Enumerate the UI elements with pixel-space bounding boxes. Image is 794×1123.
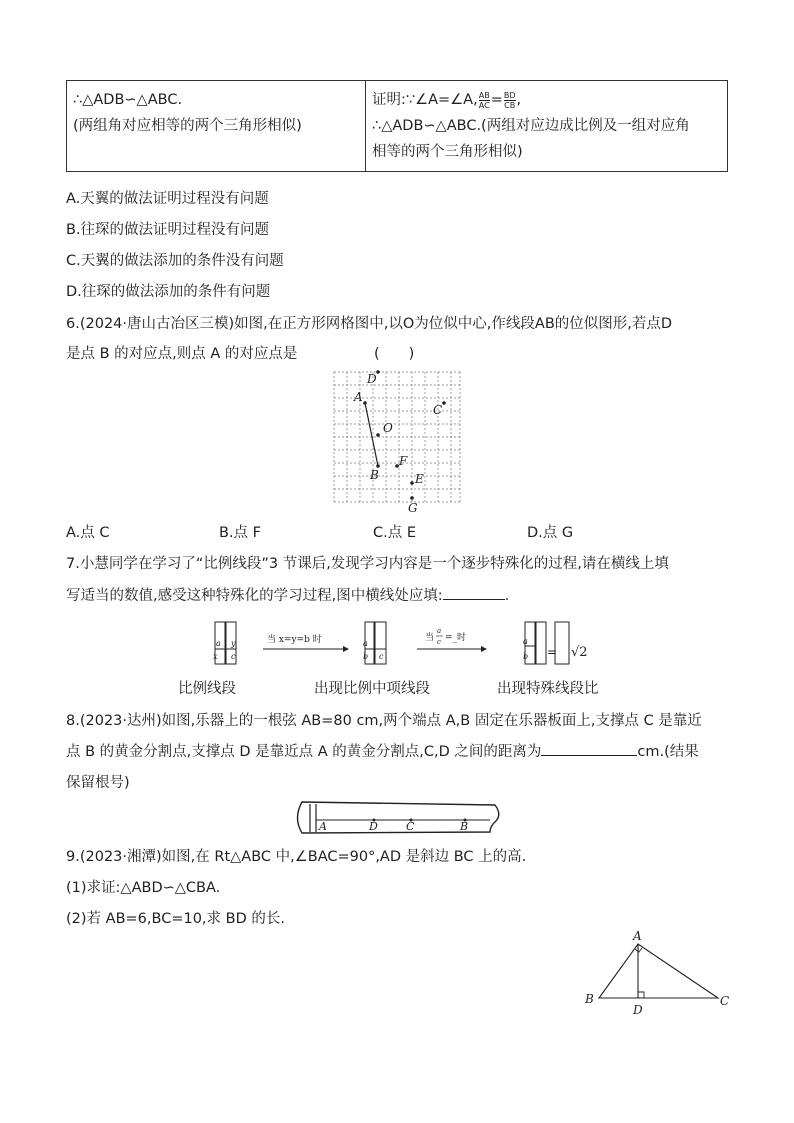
label-b: B — [460, 820, 469, 833]
fig3-rect-large — [555, 622, 569, 664]
q6-option-a: A.点 C — [66, 525, 110, 541]
instrument-body — [298, 802, 499, 833]
q6-option-d: D.点 G — [527, 525, 574, 541]
point-e — [410, 481, 414, 485]
q7-answer-blank[interactable] — [443, 585, 505, 600]
fraction-bd-cb: $\frac{BD}{CB}$ — [503, 90, 516, 110]
left-conclusion: ∴△ADB∽△ABC. — [73, 92, 183, 108]
point-g — [410, 496, 414, 500]
q9-stem: 9.(2023·湘潭)如图,在 Rt△ABC 中,∠BAC=90°,AD 是斜边 BC 上的高. — [66, 849, 527, 865]
label-c: C — [720, 994, 730, 1008]
label-c: C — [406, 820, 415, 833]
fig2-label-a: a — [363, 639, 368, 648]
q6-option-c: C.点 E — [373, 525, 417, 541]
q9-triangle-figure — [578, 928, 738, 1018]
fig3-label-b: b — [523, 652, 529, 661]
right-reason: 相等的两个三角形相似) — [372, 144, 523, 160]
fraction-ab-ac: $\frac{AB}{AC}$ — [478, 90, 490, 110]
q9-part1: (1)求证:△ABD∽△CBA. — [66, 880, 221, 896]
q6-answer-bracket: ( ) — [374, 346, 415, 362]
fig3-label-a: a — [523, 637, 528, 646]
label-d: D — [369, 820, 378, 833]
table-right-cell — [366, 81, 728, 172]
label-g: G — [408, 501, 418, 515]
label-b: B — [585, 992, 594, 1006]
label-d: D — [633, 1003, 643, 1017]
q8-instrument-figure — [290, 798, 505, 838]
q5-option-c: C.天翼的做法添加的条件没有问题 — [66, 253, 284, 269]
arrow2-prefix: 当 — [425, 633, 435, 643]
label-o: O — [383, 421, 393, 435]
fig1-label-a: a — [216, 639, 221, 648]
fig3-equals: = — [547, 645, 558, 659]
arrow1-label: 当 x=y=b 时 — [267, 635, 322, 645]
label-e: E — [415, 472, 424, 486]
q9-part2: (2)若 AB=6,BC=10,求 BD 的长. — [66, 911, 285, 927]
fig2-label-b: b — [363, 652, 369, 661]
q7-figure — [205, 618, 595, 670]
label-a: A — [319, 820, 327, 833]
q7-stem-line2: 写适当的数值,感受这种特殊化的学习过程,图中横线处应填: . — [66, 585, 509, 607]
table-left-cell — [67, 81, 366, 172]
left-reason: (两组角对应相等的两个三角形相似) — [73, 118, 302, 134]
q7-caption-2: 出现比例中项线段 — [314, 681, 430, 697]
q8-stem-line1: 8.(2023·达州)如图,乐器上的一根弦 AB=80 cm,两个端点 A,B 固定在乐器板面上,支撑点 C 是靠近 — [66, 713, 702, 729]
q8-stem-line2: 点 B 的黄金分割点,支撑点 D 是靠近点 A 的黄金分割点,C,D 之间的距离为 cm.(结果 — [66, 741, 699, 763]
label-d: D — [367, 372, 377, 386]
right-conclusion: ∴△ADB∽△ABC.(两组对应边成比例及一组对应角 — [372, 118, 690, 134]
label-f: F — [399, 454, 408, 468]
comparison-table — [66, 80, 728, 172]
arrow2-den: c — [437, 638, 441, 646]
label-c: C — [433, 403, 443, 417]
q6-stem-line1: 6.(2024·唐山古冶区三模)如图,在正方形网格图中,以O为位似中心,作线段AB的位似图形,若点D — [66, 316, 673, 332]
label-a: A — [354, 390, 363, 404]
point-c — [442, 401, 446, 405]
fig3-rect-middle — [536, 622, 546, 664]
q8-answer-blank[interactable] — [541, 741, 637, 756]
arrow2-suffix: =_时 — [445, 633, 467, 643]
fig1-label-x: x — [213, 652, 218, 661]
q5-option-d: D.往琛的做法添加的条件有问题 — [66, 284, 271, 300]
segment-ab — [365, 403, 378, 466]
fig1-label-c: c — [231, 652, 236, 661]
fig1-label-y: y — [231, 639, 236, 648]
fig3-sqrt2: √2 — [571, 645, 588, 660]
point-a — [363, 401, 367, 405]
q5-option-a: A.天翼的做法证明过程没有问题 — [66, 191, 269, 207]
q6-stem-line2: 是点 B 的对应点,则点 A 的对应点是 — [66, 346, 298, 362]
fig2-label-c: c — [379, 652, 384, 661]
label-a: A — [633, 929, 642, 943]
q7-caption-3: 出现特殊线段比 — [497, 681, 599, 697]
q6-grid-figure — [326, 366, 468, 516]
arrow2-head — [481, 646, 487, 652]
arrow1-head — [343, 646, 349, 652]
q7-stem-line1: 7.小慧同学在学习了“比例线段”3 节课后,发现学习内容是一个逐步特殊化的过程,请在横线上填 — [66, 556, 669, 572]
q8-stem-line3: 保留根号) — [66, 775, 130, 791]
right-proof-line: 证明:∵∠A=∠A, $\frac{AB}{AC}$ = $\frac{BD}{CB}$ , — [372, 90, 522, 110]
triangle-abc — [599, 944, 718, 998]
right-angle-mark-d — [638, 992, 644, 998]
q5-option-b: B.往琛的做法证明过程没有问题 — [66, 222, 270, 238]
label-b: B — [370, 468, 379, 482]
arrow2-num: a — [437, 627, 442, 635]
point-d — [376, 370, 380, 374]
q7-caption-1: 比例线段 — [178, 681, 236, 697]
point-o — [376, 433, 380, 437]
q6-option-b: B.点 F — [219, 525, 262, 541]
